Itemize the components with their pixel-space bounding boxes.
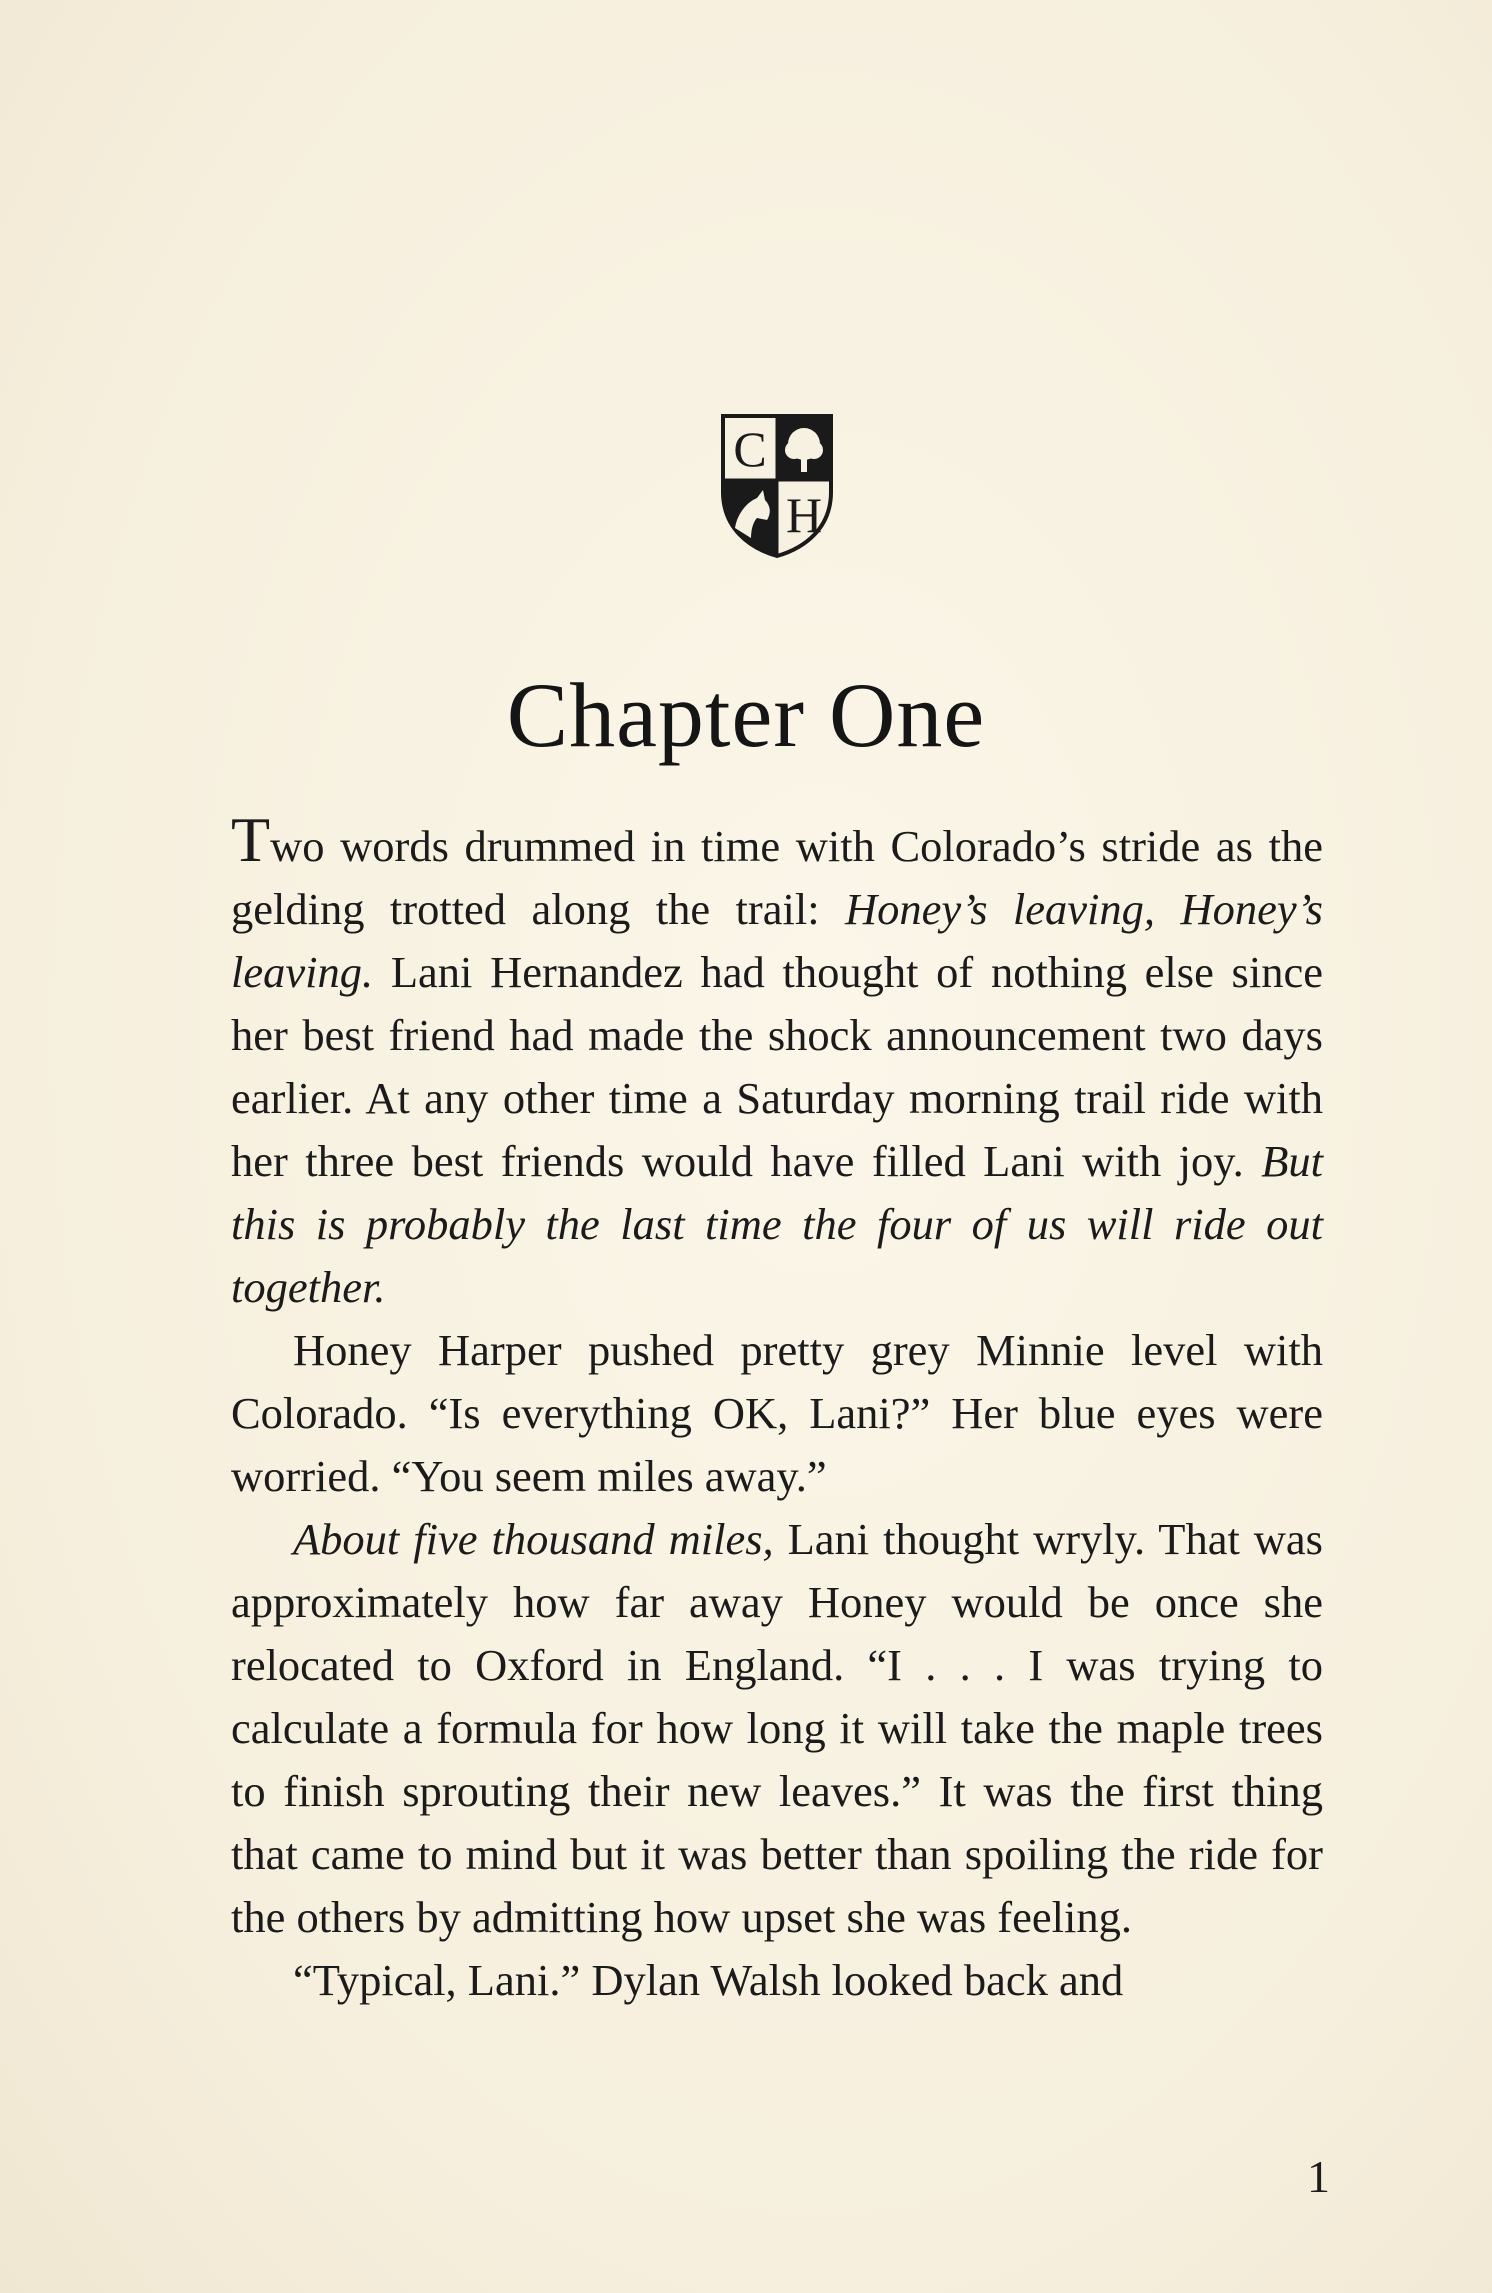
crest-letter-c: C	[733, 421, 767, 477]
paragraph-text: Lani thought wryly. That was approximately how far away Honey would be once she relocated to Oxford in England. “I . . . I was trying to calculate a formula for how long it will take the maple trees to finish sprouting their new leaves.” It was the first thing that came to mind but it was better than spoiling the ride for the others by admitting how upset she was feeling.	[231, 1514, 1323, 1942]
italic-thought: About five thousand miles,	[293, 1514, 774, 1564]
paragraph	[231, 1319, 1323, 1508]
paragraph-text: Honey Harper pushed pretty grey Minnie level with Colorado. “Is everything OK, Lani?” Her blue eyes were worried. “You seem miles away.”	[231, 1325, 1323, 1501]
paragraph	[231, 804, 1323, 1319]
chestnut-hill-crest-icon	[717, 410, 837, 560]
paragraph-text: wo words drummed in time with Colorado’s stride as the gelding trotted along the trail:	[231, 821, 1323, 934]
chapter-title: Chapter One	[506, 663, 986, 766]
crest-letter-h: H	[785, 487, 823, 543]
paragraph	[231, 1508, 1323, 1949]
drop-cap: T	[231, 804, 271, 875]
paragraph-text: Lani Hernandez had thought of nothing else since her best friend had made the shock announcement two days earlier. At any other time a Saturday morning trail ride with her three best friends would have filled Lani with joy.	[231, 947, 1323, 1186]
italic-thought: But this is probably the last time the four of us will ride out together.	[231, 1136, 1323, 1312]
paragraph	[231, 1949, 1323, 2012]
italic-thought: Honey’s leaving, Honey’s leaving.	[231, 884, 1323, 997]
paragraph-text: “Typical, Lani.” Dylan Walsh looked back and	[293, 1955, 1124, 2005]
chapter-body	[231, 804, 1323, 2012]
page-number: 1	[1307, 2151, 1330, 2202]
